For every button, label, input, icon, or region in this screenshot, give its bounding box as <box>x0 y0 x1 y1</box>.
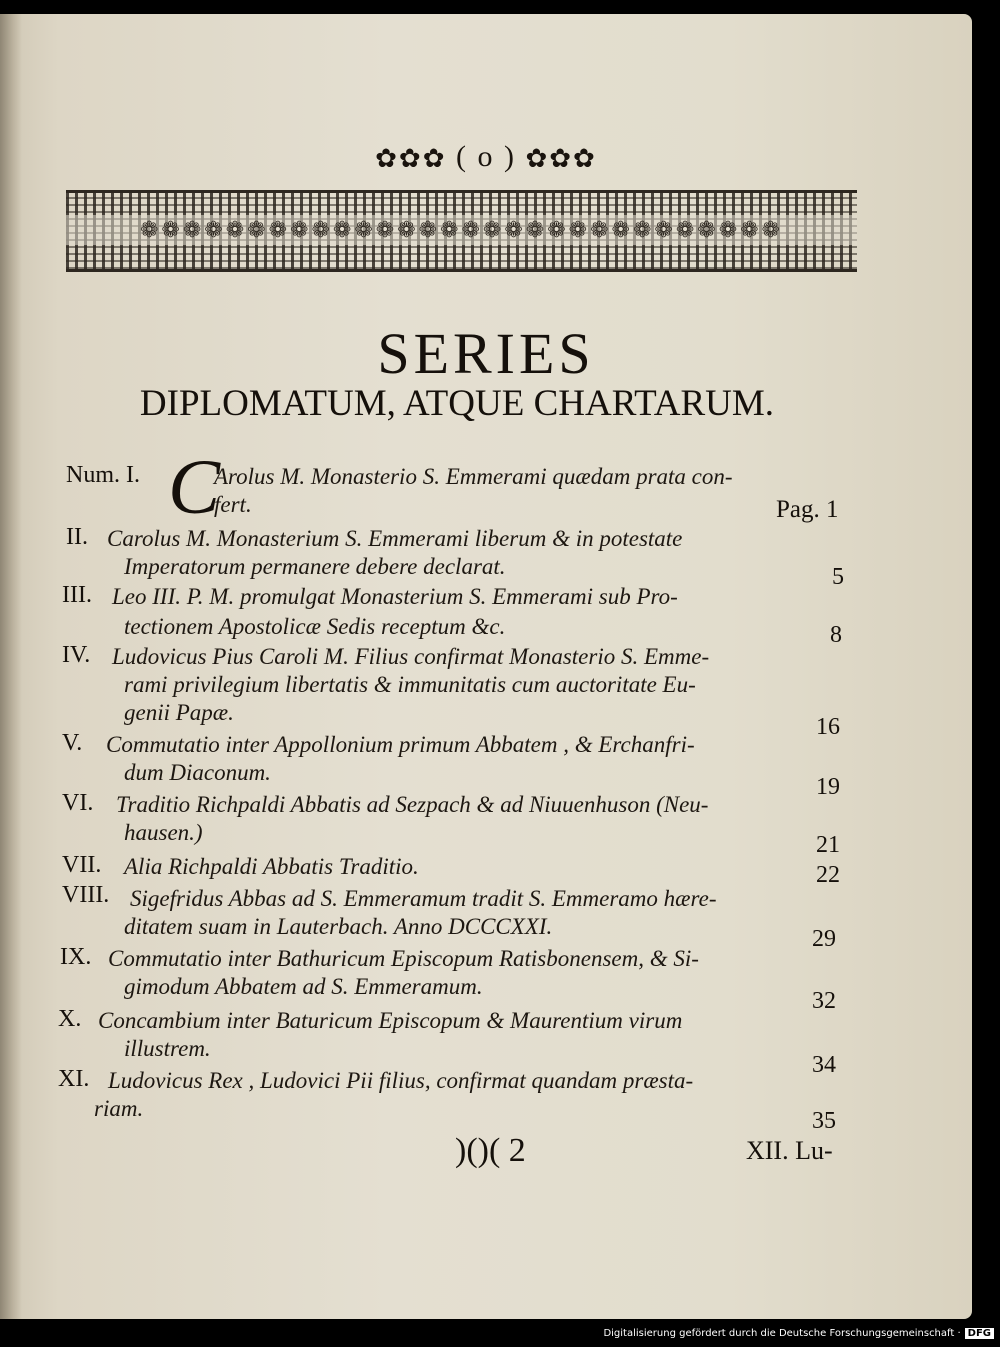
entry-text-line: Ludovicus Rex , Ludovici Pii filius, confirmat quandam præsta- <box>108 1068 694 1093</box>
entry-number: III. <box>62 582 92 608</box>
entry-page-number: 22 <box>816 862 840 888</box>
entry-text-line: Commutatio inter Bathuricum Episcopum Ratisbonensem, & Si- <box>108 946 699 971</box>
entry-number: V. <box>62 730 83 756</box>
entry-text-line: Commutatio inter Appollonium primum Abbatem , & Erchanfri- <box>106 732 695 757</box>
digitization-credit <box>603 1328 994 1339</box>
entry-text-line: hausen.) <box>124 820 203 845</box>
entry-number: VI. <box>62 790 94 816</box>
entry-text-line: Arolus M. Monasterio S. Emmerami quædam prata con- <box>214 464 733 489</box>
entry-page-number: 35 <box>812 1108 836 1134</box>
page-mark-label: ( o ) <box>456 140 516 173</box>
entry-number: VIII. <box>62 882 110 908</box>
entry-number: VII. <box>62 852 102 878</box>
entry-text-line: illustrem. <box>124 1036 211 1061</box>
contents-list <box>0 14 972 1319</box>
entry-text-line: gimodum Abbatem ad S. Emmeramum. <box>124 974 483 999</box>
entry-text-line: Leo III. P. M. promulgat Monasterium S. Emmerami sub Pro- <box>112 584 678 609</box>
signature-mark: )()( 2 <box>455 1132 526 1169</box>
entry-page-number: 32 <box>812 988 836 1014</box>
catchword: XII. Lu- <box>746 1136 833 1165</box>
entry-text-line: ditatem suam in Lauterbach. Anno DCCCXXI. <box>124 914 553 939</box>
entry-number: X. <box>58 1006 82 1032</box>
entry-page-number: 21 <box>816 832 840 858</box>
entry-text-line: rami privilegium libertatis & immunitatis cum auctoritate Eu- <box>124 672 696 697</box>
book-page <box>0 14 972 1319</box>
entry-page-number: 16 <box>816 714 840 740</box>
entry-page-number: 5 <box>832 564 844 590</box>
entry-text-line: Carolus M. Monasterium S. Emmerami liberum & in potestate <box>107 526 683 551</box>
entry-number: II. <box>66 524 88 550</box>
page-title: SERIES <box>377 321 595 386</box>
entry-number: IX. <box>60 944 92 970</box>
entry-text-line: fert. <box>214 492 252 517</box>
banner-pattern: ❁❁❁❁❁❁❁❁❁❁❁❁❁❁❁❁❁❁❁❁❁❁❁❁❁❁❁❁❁❁ <box>66 215 857 245</box>
pag-label: Pag. 1 <box>776 496 839 523</box>
page-subtitle: DIPLOMATUM, ATQUE CHARTARUM. <box>139 383 775 424</box>
credit-text: Digitalisierung gefördert durch die Deutsche Forschungsgemeinschaft · <box>603 1328 961 1339</box>
entry-page-number: 34 <box>812 1052 836 1078</box>
entry-text-line: Concambium inter Baturicum Episcopum & Maurentium virum <box>98 1008 683 1033</box>
entry-text-line: genii Papæ. <box>124 700 234 725</box>
entry-number: Num. I. <box>66 462 140 488</box>
entry-page-number: 19 <box>816 774 840 800</box>
ornament-left-icon: ✿✿✿ <box>375 144 447 174</box>
entry-text-line: tectionem Apostolicæ Sedis receptum &c. <box>124 614 506 639</box>
entry-text-line: Sigefridus Abbas ad S. Emmeramum tradit S. Emmeramo hære- <box>130 886 717 911</box>
entry-page-number: 29 <box>812 926 836 952</box>
entry-text-line: dum Diaconum. <box>124 760 271 785</box>
entry-number: IV. <box>62 642 91 668</box>
entry-page-number: 8 <box>830 622 842 648</box>
entry-text-line: Ludovicus Pius Caroli M. Filius confirmat Monasterio S. Emme- <box>112 644 710 669</box>
entry-text-line: Traditio Richpaldi Abbatis ad Sezpach & ad Niuuenhuson (Neu- <box>116 792 709 817</box>
entry-text-line: Alia Richpaldi Abbatis Traditio. <box>124 854 419 879</box>
ornament-right-icon: ✿✿✿ <box>525 144 597 174</box>
dfg-logo-icon: DFG <box>965 1328 994 1339</box>
entry-text-line: riam. <box>94 1096 144 1121</box>
drop-cap-initial: C <box>168 443 221 530</box>
entry-text-line: Imperatorum permanere debere declarat. <box>124 554 506 579</box>
entry-number: XI. <box>58 1066 90 1092</box>
